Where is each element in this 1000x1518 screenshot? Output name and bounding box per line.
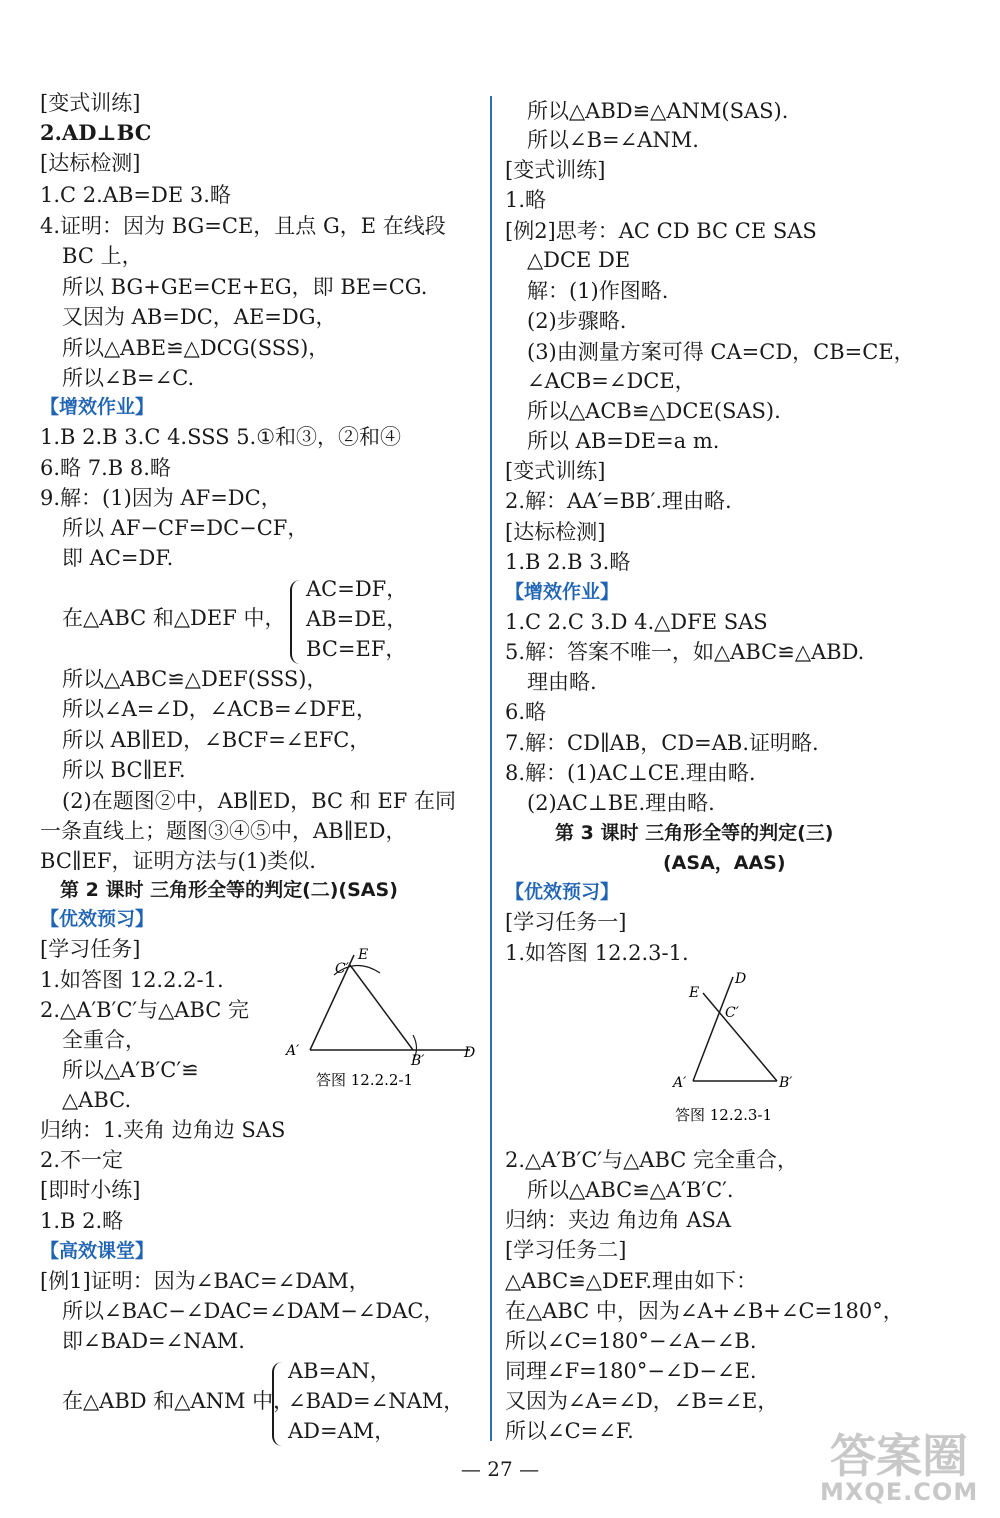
answer-line: 所以 AB∥ED，∠BCF=∠EFC，: [62, 728, 371, 752]
answer-line: 一条直线上；题图③④⑤中，AB∥ED，: [40, 819, 407, 843]
answer-line: △DCE DE: [527, 248, 631, 272]
answer-line: 所以△ABD≌△ANM(SAS).: [527, 99, 789, 123]
answer-line: 2.△A′B′C′与△ABC 完全重合，: [505, 1148, 799, 1172]
answer-line: 4.证明：因为 BG=CE，且点 G，E 在线段: [40, 214, 446, 238]
point-label-b: B′: [779, 1075, 793, 1091]
section-banner: 【增效作业】: [505, 581, 620, 603]
ray-be: [703, 993, 777, 1081]
brace: [290, 580, 302, 664]
point-label-e: E: [358, 947, 369, 963]
geometry-figure-12-2-2-1: [280, 945, 480, 1095]
answer-line: 6.略 7.B 8.略: [40, 456, 171, 480]
answer-line: 2.不一定: [40, 1148, 124, 1172]
segment-cb: [350, 965, 413, 1050]
point-label-c: C′: [725, 1005, 739, 1021]
answer-line: 解：(1)作图略.: [527, 279, 669, 303]
answer-line: 归纳：1.夹角 边角边 SAS: [40, 1118, 286, 1142]
answer-line: △ABC.: [62, 1088, 132, 1112]
answer-line: (2)AC⊥BE.理由略.: [527, 791, 715, 815]
point-label-d: D: [464, 1045, 476, 1061]
answer-line: 所以△A′B′C′≌: [62, 1058, 199, 1082]
point-label-b: B′: [411, 1053, 425, 1069]
answer-line: 8.解：(1)AC⊥CE.理由略.: [505, 761, 756, 785]
answer-line: 同理∠F=180°−∠D−∠E.: [505, 1359, 757, 1383]
answer-line: (3)由测量方案可得 CA=CD，CB=CE，: [527, 340, 915, 364]
brace-item: BC=EF，: [306, 637, 407, 661]
column-divider: [490, 96, 492, 1441]
brace: [272, 1362, 284, 1446]
answer-line: 即∠BAD=∠NAM.: [62, 1329, 245, 1353]
section-label: [达标检测]: [40, 151, 141, 175]
answer-line: 所以 AB=DE=a m.: [527, 429, 720, 453]
answer-line: (2)步骤略.: [527, 309, 627, 333]
answer-line: 1.B 2.略: [40, 1209, 124, 1233]
answer-line: 1.B 2.B 3.略: [505, 550, 631, 574]
answer-line: 又因为 AB=DC，AE=DG，: [62, 305, 337, 329]
section-label: [达标检测]: [505, 520, 606, 544]
point-label-c: C′: [335, 961, 349, 977]
answer-line: 所以∠A=∠D，∠ACB=∠DFE，: [62, 697, 377, 721]
answer-line: 在△ABC 中，因为∠A+∠B+∠C=180°，: [505, 1299, 904, 1323]
answer-line: 9.解：(1)因为 AF=DC，: [40, 486, 282, 510]
point-label-d: D: [735, 971, 747, 987]
answer-line: 5.解：答案不唯一，如△ABC≌△ABD.: [505, 640, 865, 664]
answer-line: [例1]证明：因为∠BAC=∠DAM，: [40, 1269, 370, 1293]
section-banner: 【优效预习】: [40, 908, 155, 930]
answer-line: 2.解：AA′=BB′.理由略.: [505, 489, 732, 513]
section-label: [变式训练]: [505, 459, 606, 483]
answer-line: 所以∠B=∠C.: [62, 366, 195, 390]
answer-line: 1.C 2.AB=DE 3.略: [40, 183, 231, 207]
section-label: [学习任务]: [40, 937, 141, 961]
answer-line: 1.B 2.B 3.C 4.SSS 5.①和③，②和④: [40, 425, 402, 449]
answer-line: 全重合，: [62, 1028, 146, 1052]
answer-line: 所以△ABE≌△DCG(SSS)，: [62, 336, 330, 360]
brace-item: AD=AM，: [288, 1419, 396, 1443]
answer-line: △ABC≌△DEF.理由如下：: [505, 1269, 758, 1293]
answer-line: 所以△ACB≌△DCE(SAS).: [527, 399, 781, 423]
answer-line: 2.△A′B′C′与△ABC 完: [40, 998, 250, 1022]
answer-line: 所以 BC∥EF.: [62, 758, 186, 782]
point-label-e: E: [689, 985, 700, 1001]
answer-line: 所以 AF−CF=DC−CF，: [62, 516, 309, 540]
watermark-logo: 答案圈: [830, 1429, 968, 1483]
section-banner: 【增效作业】: [40, 396, 155, 418]
answer-line: 1.C 2.C 3.D 4.△DFE SAS: [505, 610, 768, 634]
answer-line: 所以∠C=180°−∠A−∠B.: [505, 1329, 757, 1353]
section-label: [学习任务二]: [505, 1238, 627, 1262]
answer-line: (2)在题图②中，AB∥ED，BC 和 EF 在同: [62, 789, 457, 813]
answer-line: 1.略: [505, 188, 547, 212]
section-label: [变式训练]: [505, 158, 606, 182]
brace-item: AC=DF，: [306, 577, 408, 601]
page-number: — 27 —: [460, 1457, 540, 1481]
answer-line: 即 AC=DF.: [62, 546, 174, 570]
answer-line: 理由略.: [527, 670, 597, 694]
lesson-title: 第 2 课时 三角形全等的判定(二)(SAS): [60, 879, 398, 901]
answer-line: 在△ABC 和△DEF 中，: [62, 606, 286, 630]
geometry-figure-12-2-3-1: [665, 965, 815, 1130]
lesson-subtitle: (ASA，AAS): [663, 852, 786, 874]
answer-line: 又因为∠A=∠D，∠B=∠E，: [505, 1389, 779, 1413]
answer-line: 所以∠C=∠F.: [505, 1419, 634, 1443]
answer-line: 归纳：夹边 角边角 ASA: [505, 1208, 732, 1232]
point-label-a: A′: [673, 1075, 687, 1091]
section-label: [变式训练]: [40, 91, 141, 115]
point-label-a: A′: [286, 1043, 300, 1059]
lesson-title: 第 3 课时 三角形全等的判定(三): [555, 822, 834, 844]
answer-line: BC 上，: [62, 244, 143, 268]
section-label: [学习任务一]: [505, 910, 627, 934]
answer-line: [例2]思考：AC CD BC CE SAS: [505, 219, 817, 243]
answer-line: 所以 BG+GE=CE+EG，即 BE=CG.: [62, 275, 428, 299]
answer-line: ∠ACB=∠DCE，: [527, 369, 696, 393]
answer-line: 所以△ABC≌△A′B′C′.: [527, 1178, 734, 1202]
section-label: [即时小练]: [40, 1178, 141, 1202]
section-banner: 【高效课堂】: [40, 1240, 155, 1262]
brace-item: AB=DE，: [306, 607, 408, 631]
answer-line: 所以△ABC≌△DEF(SSS)，: [62, 667, 328, 691]
answer-line: 1.如答图 12.2.3-1.: [505, 941, 689, 965]
figure-caption: 答图 12.2.2-1: [316, 1071, 414, 1089]
figure-caption: 答图 12.2.3-1: [675, 1106, 773, 1124]
answer-line: BC∥EF，证明方法与(1)类似.: [40, 849, 316, 873]
answer-line: 6.略: [505, 700, 547, 724]
answer-line: 7.解：CD∥AB，CD=AB.证明略.: [505, 731, 819, 755]
brace-item: AB=AN，: [288, 1359, 391, 1383]
answer-line: 所以∠B=∠ANM.: [527, 128, 699, 152]
watermark-url: MXQE.COM: [820, 1478, 979, 1506]
answer-line: 所以∠BAC−∠DAC=∠DAM−∠DAC，: [62, 1299, 445, 1323]
brace-item: ∠BAD=∠NAM，: [288, 1389, 465, 1413]
section-banner: 【优效预习】: [505, 881, 620, 903]
answer-line: 2.AD⊥BC: [40, 120, 152, 145]
answer-line: 1.如答图 12.2.2-1.: [40, 968, 224, 992]
answer-line: 在△ABD 和△ANM 中，: [62, 1389, 295, 1413]
